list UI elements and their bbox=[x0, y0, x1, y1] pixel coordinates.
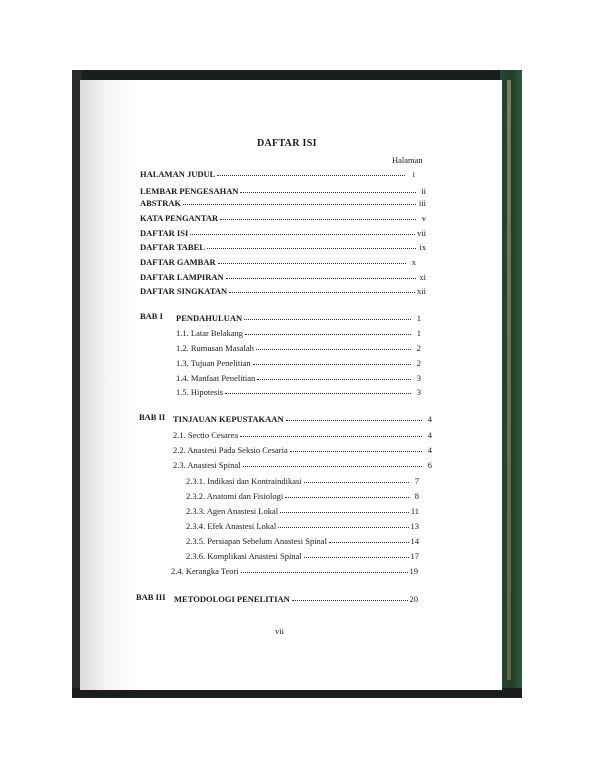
toc-entry-label: 2.3.1. Indikasi dan Kontraindikasi bbox=[186, 476, 302, 486]
toc-entry-page: xii bbox=[417, 286, 426, 296]
chapter-page: 4 bbox=[427, 414, 432, 424]
leader-dots bbox=[304, 556, 409, 558]
leader-dots bbox=[253, 363, 411, 365]
toc-entry-label: 2.4. Kerangka Teori bbox=[171, 566, 239, 576]
toc-entry-page: ix bbox=[419, 242, 426, 252]
toc-entry-page: 1 bbox=[416, 328, 421, 338]
toc-entry-label: 2.3.6. Komplikasi Anastesi Spinal bbox=[186, 551, 302, 561]
toc-subentry bbox=[186, 519, 419, 531]
toc-entry-label: DAFTAR GAMBAR bbox=[140, 257, 216, 267]
leader-dots bbox=[207, 247, 416, 249]
toc-entry-page: 6 bbox=[427, 460, 432, 470]
chapter-entry bbox=[176, 311, 421, 323]
toc-entry-label: 2.3.2. Anatomi dan Fisiologi bbox=[186, 491, 284, 501]
leader-dots bbox=[329, 541, 409, 543]
leader-dots bbox=[220, 218, 416, 220]
toc-entry-page: 4 bbox=[427, 445, 432, 455]
leader-dots bbox=[241, 571, 408, 573]
toc-entry-label: 2.3. Anastesi Spinal bbox=[173, 460, 241, 470]
toc-entry-label: 1.5. Hipotesis bbox=[176, 387, 223, 397]
toc-subentry bbox=[186, 534, 419, 546]
toc-entry-label: ABSTRAK bbox=[140, 198, 182, 208]
leader-dots bbox=[225, 392, 411, 394]
toc-entry bbox=[173, 458, 432, 470]
leader-dots bbox=[229, 291, 415, 293]
toc-entry-page: vii bbox=[417, 228, 426, 238]
toc-entry-page: v bbox=[421, 213, 426, 223]
leader-dots bbox=[243, 465, 422, 467]
chapter-page: 1 bbox=[416, 313, 421, 323]
chapter-title: METODOLOGI PENELITIAN bbox=[174, 594, 290, 604]
toc-entry bbox=[140, 284, 426, 296]
toc-entry-label: 2.3.3. Agen Anastesi Lokal bbox=[186, 506, 279, 516]
toc-entry-label: HALAMAN JUDUL bbox=[140, 169, 216, 179]
chapter-entry bbox=[174, 592, 418, 604]
toc-entry-page: iii bbox=[418, 198, 426, 208]
toc-title: DAFTAR ISI bbox=[257, 138, 317, 149]
leader-dots bbox=[226, 277, 416, 279]
leader-dots bbox=[245, 333, 411, 335]
leader-dots bbox=[218, 262, 406, 264]
page-number: vii bbox=[275, 626, 284, 636]
leader-dots bbox=[183, 203, 416, 205]
toc-entry-page: 11 bbox=[410, 506, 419, 516]
toc-entry-page: 19 bbox=[409, 566, 418, 576]
toc-entry bbox=[176, 356, 421, 368]
toc-entry-label: DAFTAR LAMPIRAN bbox=[140, 272, 224, 282]
leader-dots bbox=[244, 318, 411, 320]
toc-entry bbox=[176, 341, 421, 353]
leader-dots bbox=[290, 450, 422, 452]
toc-entry bbox=[140, 270, 426, 282]
toc-entry-label: KATA PENGANTAR bbox=[140, 213, 219, 223]
toc-entry bbox=[176, 371, 421, 383]
leader-dots bbox=[190, 233, 415, 235]
toc-entry-page: ii bbox=[421, 186, 426, 196]
toc-entry bbox=[140, 184, 426, 196]
leader-dots bbox=[257, 378, 411, 380]
toc-entry-page: 8 bbox=[414, 491, 419, 501]
toc-entry bbox=[140, 226, 426, 238]
toc-entry-page: 7 bbox=[414, 476, 419, 486]
toc-subentry bbox=[186, 489, 419, 501]
toc-entry-page: 17 bbox=[410, 551, 419, 561]
toc-subentry bbox=[186, 504, 419, 516]
toc-entry bbox=[173, 428, 432, 440]
leader-dots bbox=[286, 419, 422, 421]
toc-entry-label: 2.2. Anastesi Pada Seksio Cesaria bbox=[173, 445, 288, 455]
toc-entry bbox=[140, 211, 426, 223]
toc-entry-page: 3 bbox=[416, 387, 421, 397]
toc-entry bbox=[176, 385, 421, 397]
toc-entry bbox=[173, 443, 432, 455]
leader-dots bbox=[285, 496, 409, 498]
toc-entry-label: DAFTAR ISI bbox=[140, 228, 189, 238]
toc-entry-label: LEMBAR PENGESAHAN bbox=[140, 186, 239, 196]
chapter-number: BAB I bbox=[140, 311, 163, 321]
leader-dots bbox=[292, 599, 408, 601]
cover-gilt-strip bbox=[507, 80, 511, 680]
toc-entry-page: xi bbox=[419, 272, 426, 282]
leader-dots bbox=[256, 348, 411, 350]
toc-entry-page: 4 bbox=[427, 430, 432, 440]
chapter-entry bbox=[173, 412, 432, 424]
toc-entry-label: 1.3. Tujuan Penelitian bbox=[176, 358, 251, 368]
chapter-page: 20 bbox=[409, 594, 418, 604]
toc-entry-page: 2 bbox=[416, 343, 421, 353]
toc-subentry bbox=[186, 549, 419, 561]
toc-entry-label: DAFTAR TABEL bbox=[140, 242, 205, 252]
toc-entry bbox=[176, 326, 421, 338]
toc-entry bbox=[140, 167, 415, 179]
leader-dots bbox=[240, 191, 416, 193]
toc-subentry bbox=[186, 474, 419, 486]
book-cover-right bbox=[500, 70, 522, 698]
toc-entry bbox=[140, 255, 416, 267]
chapter-number: BAB III bbox=[136, 592, 166, 602]
toc-entry bbox=[140, 196, 426, 208]
leader-dots bbox=[217, 174, 405, 176]
toc-entry-page: i bbox=[412, 169, 415, 179]
chapter-title: TINJAUAN KEPUSTAKAAN bbox=[173, 414, 284, 424]
toc-entry bbox=[140, 240, 426, 252]
chapter-number: BAB II bbox=[139, 412, 166, 422]
toc-entry-label: 1.2. Rumusan Masalah bbox=[176, 343, 254, 353]
toc-entry-page: 14 bbox=[410, 536, 419, 546]
toc-entry-page: x bbox=[411, 257, 416, 267]
toc-entry-label: 2.1. Sectio Cesarea bbox=[173, 430, 239, 440]
toc-entry-label: 1.4. Manfaat Penelitian bbox=[176, 373, 256, 383]
leader-dots bbox=[240, 435, 422, 437]
chapter-title: PENDAHULUAN bbox=[176, 313, 243, 323]
leader-dots bbox=[278, 526, 408, 528]
toc-entry-label: 2.3.4. Efek Anastesi Lokal bbox=[186, 521, 277, 531]
toc-entry-label: DAFTAR SINGKATAN bbox=[140, 286, 228, 296]
leader-dots bbox=[304, 481, 409, 483]
page-column-header: Halaman bbox=[392, 155, 423, 165]
leader-dots bbox=[280, 511, 409, 513]
toc-entry bbox=[171, 564, 418, 576]
toc-entry-page: 13 bbox=[410, 521, 419, 531]
toc-entry-label: 2.3.5. Persiapan Sebelum Anastesi Spinal bbox=[186, 536, 327, 546]
toc-entry-page: 2 bbox=[416, 358, 421, 368]
toc-entry-page: 3 bbox=[416, 373, 421, 383]
toc-entry-label: 1.1. Latar Belakang bbox=[176, 328, 244, 338]
